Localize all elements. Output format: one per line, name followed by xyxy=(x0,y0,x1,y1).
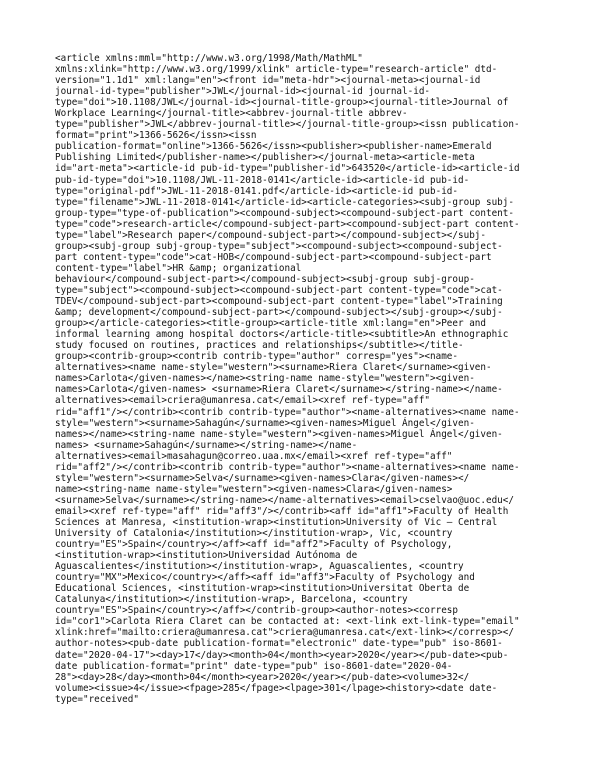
xml-line: Publishing Limited</publisher-name></publisher></journal-meta><article-meta xyxy=(55,152,475,164)
xml-line: type="doi">10.1108/JWL</journal-id><journal-title-group><journal-title>Journal of xyxy=(55,97,509,109)
xml-line: Aguascalientes</institution></institution-wrap>, Aguascalientes, <country xyxy=(55,561,464,573)
xml-line: content-type="label">HR &amp; organizational xyxy=(55,262,302,274)
xml-line: type="original-pdf">JWL-11-2018-0141.pdf</article-id><article-id pub-id- xyxy=(55,185,458,197)
xml-line: format="print">1366-5626</issn><issn xyxy=(55,130,257,142)
xml-line: country="ES">Spain</country></aff></contrib-group><author-notes><corresp xyxy=(55,605,458,617)
xml-line: publication-format="online">1366-5626</issn><publisher><publisher-name>Emerald xyxy=(55,141,492,153)
xml-line: country="ES">Spain</country></aff><aff id="aff2">Faculty of Psychology, xyxy=(55,539,453,551)
xml-line: Educational Sciences, <institution-wrap><institution>Universitat Oberta de xyxy=(55,583,470,595)
xml-line: <article xmlns:mml="http://www.w3.org/1998/Math/MathML" xyxy=(55,53,363,64)
xml-line: email><xref ref-type="aff" rid="aff3"/></contrib><aff id="aff1">Faculty of Health xyxy=(55,505,509,517)
xml-line: Workplace Learning</journal-title><abbrev-journal-title abbrev- xyxy=(55,108,408,120)
xml-line: date publication-format="print" date-type="pub" iso-8601-date="2020-04- xyxy=(55,660,453,672)
xml-line: rid="aff1"/></contrib><contrib contrib-type="author"><name-alternatives><name name- xyxy=(55,406,520,418)
xml-line: alternatives><email>criera@umanresa.cat</email><xref ref-type="aff" xyxy=(55,395,431,407)
xml-line: names> <surname>Sahagún</surname></string-name></name- xyxy=(55,439,358,451)
xml-line: type="filename">JWL-11-2018-0141</article-id><article-categories><subj-group subj- xyxy=(55,196,514,208)
xml-line: TDEV</compound-subject-part><compound-subject-part content-type="label">Training xyxy=(55,296,503,308)
xml-line: behaviour</compound-subject-part></compound-subject><subj-group subj-group- xyxy=(55,273,475,285)
xml-line: alternatives><email>masahagun@correo.uaa.mx</email><xref ref-type="aff" xyxy=(55,450,453,462)
xml-line: xmlns:xlink="http://www.w3.org/1999/xlink" article-type="research-article" dtd- xyxy=(55,64,498,76)
xml-line: author-notes><pub-date publication-format="electronic" date-type="pub" iso-8601- xyxy=(55,638,503,650)
xml-line: &amp; development</compound-subject-part></compound-subject></subj-group></subj- xyxy=(55,307,503,319)
xml-line: Sciences at Manresa, <institution-wrap><institution>University of Vic – Central xyxy=(55,516,498,528)
xml-line: name><string-name name-style="western"><given-names>Clara</given-names> xyxy=(55,483,453,495)
xml-line: <institution-wrap><institution>Universidad Autónoma de xyxy=(55,550,358,562)
xml-line: 28"><day>28</day><month>04</month><year>2020</year></pub-date><volume>32</ xyxy=(55,671,470,683)
xml-line: <surname>Selva</surname></string-name></name-alternatives><email>cselvao@uoc.edu</ xyxy=(55,494,514,506)
xml-line: type="label">Research paper</compound-subject-part></compound-subject></subj- xyxy=(55,229,486,241)
xml-line: names>Carlota</given-names> <surname>Riera Claret</surname></string-name></name- xyxy=(55,384,503,396)
xml-line: journal-id-type="publisher">JWL</journal-id><journal-id journal-id- xyxy=(55,86,431,98)
xml-line: volume><issue>4</issue><fpage>285</fpage><lpage>301</lpage><history><date date- xyxy=(55,682,498,694)
xml-line: country="MX">Mexico</country></aff><aff id="aff3">Faculty of Psychology and xyxy=(55,572,475,584)
xml-line: Catalunya</institution></institution-wrap>, Barcelona, <country xyxy=(55,594,408,606)
xml-line: study focused on routines, practices and relationships</subtitle></title- xyxy=(55,340,464,352)
xml-line: group><subj-group subj-group-type="subject"><compound-subject><compound-subject- xyxy=(55,240,503,252)
xml-line: names></name><string-name name-style="western"><given-names>Miguel Ángel</given- xyxy=(55,428,503,440)
xml-line: alternatives><name name-style="western"><surname>Riera Claret</surname><given- xyxy=(55,362,492,374)
xml-line: type="code">research-article</compound-subject-part><compound-subject-part content- xyxy=(55,218,520,230)
xml-line: xlink:href="mailto:criera@umanresa.cat">criera@umanresa.cat</ext-link></corresp></ xyxy=(55,627,514,639)
xml-line: group><contrib-group><contrib contrib-type="author" corresp="yes"><name- xyxy=(55,351,458,363)
xml-line: names>Carlota</given-names></name><string-name name-style="western"><given- xyxy=(55,373,475,385)
xml-line: type="publisher">JWL</abbrev-journal-title></journal-title-group><issn publication- xyxy=(55,119,520,131)
xml-line: group></article-categories><title-group><article-title xml:lang="en">Peer and xyxy=(55,318,486,330)
xml-line: type="subject"><compound-subject><compound-subject-part content-type="code">cat- xyxy=(55,284,503,296)
xml-line: type="received" xyxy=(55,693,139,705)
xml-line: group-type="type-of-publication"><compound-subject><compound-subject-part content- xyxy=(55,207,514,219)
xml-line: style="western"><surname>Selva</surname><given-names>Clara</given-names></ xyxy=(55,472,470,484)
xml-line: part content-type="code">cat-HOB</compound-subject-part><compound-subject-part xyxy=(55,251,492,263)
xml-line: id="cor1">Carlota Riera Claret can be contacted at: <ext-link ext-link-type="email" xyxy=(55,616,520,628)
xml-line: id="art-meta"><article-id pub-id-type="publisher-id">643520</article-id><article-id xyxy=(55,163,520,175)
xml-line: style="western"><surname>Sahagún</surname><given-names>Miguel Ángel</given- xyxy=(55,417,475,429)
xml-line: pub-id-type="doi">10.1108/JWL-11-2018-0141</article-id><article-id pub-id- xyxy=(55,174,470,186)
xml-source-text xyxy=(55,53,575,705)
xml-line: version="1.1d1" xml:lang="en"><front id="meta-hdr"><journal-meta><journal-id xyxy=(55,75,481,87)
xml-line: informal learning among hospital doctors</article-title><subtitle>An ethnographic xyxy=(55,329,509,341)
xml-line: date="2020-04-17"><day>17</day><month>04</month><year>2020</year></pub-date><pub- xyxy=(55,649,509,661)
xml-line: University of Catalonia</institution></institution-wrap>, Vic, <country xyxy=(55,528,453,540)
xml-line: rid="aff2"/></contrib><contrib contrib-type="author"><name-alternatives><name name- xyxy=(55,461,520,473)
